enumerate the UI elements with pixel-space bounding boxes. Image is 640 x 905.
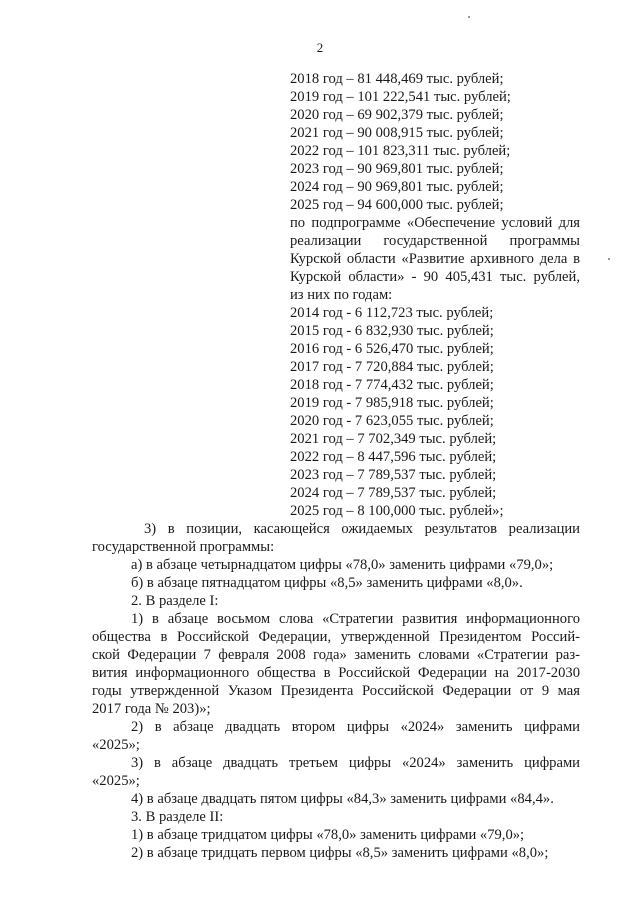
section-1-item-1: 1) в абзаце восьмом слова «Стратегии развития информационного bbox=[131, 611, 580, 627]
item3-text: 3) в позиции, касающейся ожидаемых результатов реализации bbox=[144, 521, 580, 537]
section-1-item-1-cont: 2017 года № 203)»; bbox=[92, 701, 211, 717]
funding-line-2021: 2021 год – 90 008,915 тыс. рублей; bbox=[290, 125, 504, 141]
archive-funding-line-2017: 2017 год - 7 720,884 тыс. рублей; bbox=[290, 359, 494, 375]
section-1-item-3-cont: «2025»; bbox=[92, 773, 140, 789]
section-1-item-3: 3) в абзаце двадцать третьем цифры «2024» заменить цифрами bbox=[131, 755, 580, 771]
section-1-item-2: 2) в абзаце двадцать втором цифры «2024» заменить цифрами bbox=[131, 719, 580, 735]
section-1-item-4: 4) в абзаце двадцать пятом цифры «84,3» заменить цифрами «84,4». bbox=[131, 791, 554, 807]
archive-funding-line-2025: 2025 год – 8 100,000 тыс. рублей»; bbox=[290, 503, 504, 519]
item3-text-cont: государственной программы: bbox=[92, 539, 275, 555]
archive-funding-line-2023: 2023 год – 7 789,537 тыс. рублей; bbox=[290, 467, 497, 483]
subprogram-intro-line: Курской области «Развитие архивного дела в bbox=[290, 251, 580, 267]
archive-funding-line-2022: 2022 год – 8 447,596 тыс. рублей; bbox=[290, 449, 497, 465]
item3-subitem-b: б) в абзаце пятнадцатом цифры «8,5» заменить цифрами «8,0». bbox=[131, 575, 523, 591]
archive-funding-line-2015: 2015 год - 6 832,930 тыс. рублей; bbox=[290, 323, 494, 339]
section-1-item-1-cont: вития информационного общества в Российской Федерации на 2017-2030 bbox=[92, 665, 580, 681]
archive-funding-line-2019: 2019 год - 7 985,918 тыс. рублей; bbox=[290, 395, 494, 411]
subprogram-intro-line: Курской области» - 90 405,431 тыс. рублей, bbox=[290, 269, 580, 285]
archive-funding-line-2024: 2024 год – 7 789,537 тыс. рублей; bbox=[290, 485, 497, 501]
funding-line-2023: 2023 год – 90 969,801 тыс. рублей; bbox=[290, 161, 504, 177]
scan-speck bbox=[468, 16, 470, 18]
subprogram-intro-line: из них по годам: bbox=[290, 287, 393, 303]
section-2-item-1: 1) в абзаце тридцатом цифры «78,0» заменить цифрами «79,0»; bbox=[131, 827, 525, 843]
item3-subitem-a: а) в абзаце четырнадцатом цифры «78,0» заменить цифрами «79,0»; bbox=[131, 557, 554, 573]
section-1-item-1-cont: общества в Российской Федерации, утвержденной Президентом Россий- bbox=[92, 629, 580, 645]
archive-funding-line-2016: 2016 год - 6 526,470 тыс. рублей; bbox=[290, 341, 494, 357]
archive-funding-line-2020: 2020 год - 7 623,055 тыс. рублей; bbox=[290, 413, 494, 429]
funding-line-2022: 2022 год – 101 823,311 тыс. рублей; bbox=[290, 143, 511, 159]
archive-funding-line-2014: 2014 год - 6 112,723 тыс. рублей; bbox=[290, 305, 494, 321]
funding-line-2020: 2020 год – 69 902,379 тыс. рублей; bbox=[290, 107, 504, 123]
section-1-item-1-cont: годы утвержденной Указом Президента Российской Федерации от 9 мая bbox=[92, 683, 580, 699]
section-1-item-1-cont: ской Федерации 7 февраля 2008 года» заменить словами «Стратегии раз- bbox=[92, 647, 580, 663]
funding-line-2025: 2025 год – 94 600,000 тыс. рублей; bbox=[290, 197, 504, 213]
scan-speck bbox=[608, 258, 610, 260]
section-1-item-2-cont: «2025»; bbox=[92, 737, 140, 753]
funding-line-2018: 2018 год – 81 448,469 тыс. рублей; bbox=[290, 71, 504, 87]
funding-line-2019: 2019 год – 101 222,541 тыс. рублей; bbox=[290, 89, 511, 105]
section-1-heading: 2. В разделе I: bbox=[131, 593, 219, 609]
funding-line-2024: 2024 год – 90 969,801 тыс. рублей; bbox=[290, 179, 504, 195]
section-2-item-2: 2) в абзаце тридцать первом цифры «8,5» заменить цифрами «8,0»; bbox=[131, 845, 549, 861]
subprogram-intro-line: по подпрограмме «Обеспечение условий для bbox=[290, 215, 580, 231]
subprogram-intro-line: реализации государственной программы bbox=[290, 233, 580, 249]
archive-funding-line-2021: 2021 год – 7 702,349 тыс. рублей; bbox=[290, 431, 497, 447]
page-number: 2 bbox=[316, 40, 324, 55]
archive-funding-line-2018: 2018 год - 7 774,432 тыс. рублей; bbox=[290, 377, 494, 393]
section-2-heading: 3. В разделе II: bbox=[131, 809, 224, 825]
